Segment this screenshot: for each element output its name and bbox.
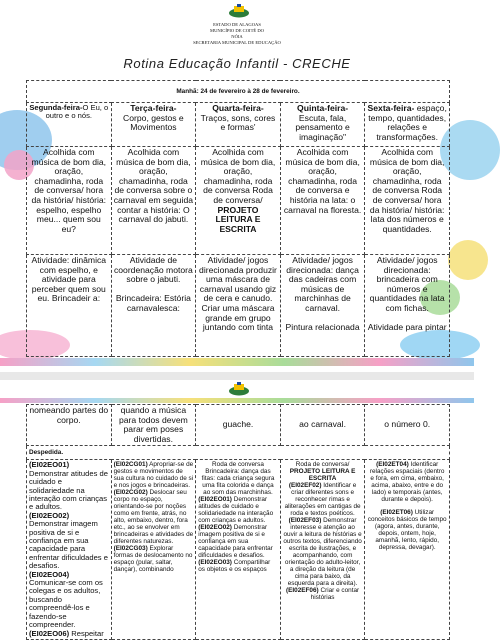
- municipality-logo-icon: [228, 4, 250, 18]
- bncc-thursday: [280, 460, 365, 640]
- routine-table: [26, 80, 450, 357]
- bncc-text: Utilizar conceitos básicos de tempo (agora, antes, durante, depois, ontem, hoje, amanhã, lento, rápido, depressa, devagar).: [367, 509, 447, 552]
- bncc-code: (EI02EF03): [288, 517, 322, 525]
- day-description: espaço, tempo, quantidades, relações e transformações.: [368, 103, 447, 142]
- bncc-text: Demonstrar interesse e atenção ao ouvir a leitura de histórias e outros textos, diferenciando escrita de ilustrações, e acompanhando, com orientação do adulto-leitor, a direção da leitura (de cima para baixo, da esquerda para a direita).: [283, 517, 362, 588]
- atividade-extra: Pintura relacionada: [285, 322, 360, 333]
- day-name: Sexta-feira-: [367, 103, 415, 113]
- bncc-text: Demonstrar atitudes de cuidado e solidariedade na interação com crianças e adultos.: [29, 468, 108, 512]
- document-page-2: [0, 380, 474, 638]
- bncc-code: (EI02EO04): [29, 569, 70, 579]
- bncc-code: (EI02EO03): [198, 559, 232, 567]
- atividade-extra: Atividade para pintar: [367, 322, 447, 333]
- projeto-leitura-label: PROJETO LEITURA E ESCRITA: [215, 204, 261, 234]
- brincadeira-text: Brincadeira: dança das fitas: cada criança segura uma fita colorida e dança ao som das marchinhas.: [201, 468, 275, 497]
- atividade-friday: [365, 255, 450, 357]
- bncc-item: [29, 630, 109, 638]
- day-name: Segunda-feira-: [29, 103, 83, 112]
- bncc-friday: [365, 460, 450, 640]
- bncc-code: (EI02EF02): [288, 482, 322, 490]
- bncc-code: (EI02CG01): [113, 461, 148, 469]
- day-name: Quarta-feira-: [212, 103, 264, 113]
- bncc-text: Compartilhar os objetos e os espaços: [198, 559, 271, 574]
- day-header-friday: [365, 103, 450, 147]
- bncc-text: Demonstrar imagem positiva de si e confiança em sua capacidade para enfrentar dificuldades e desafios.: [198, 524, 273, 560]
- page-separator: [0, 372, 474, 380]
- bncc-item: [198, 559, 278, 573]
- header-line: ESTADO DE ALAGOAS: [213, 22, 261, 27]
- bncc-code: (EI02CG03): [113, 545, 148, 553]
- atividade-tuesday: [111, 255, 196, 357]
- bncc-item: [283, 587, 363, 601]
- bncc-item: [29, 512, 109, 571]
- continued-friday: o número 0.: [365, 405, 450, 446]
- page-title: Rotina Educação Infantil - CRECHE: [123, 56, 351, 71]
- bncc-code: (EI02CG02): [113, 489, 148, 497]
- bncc-wednesday: [196, 460, 281, 640]
- day-name: Quinta-feira-: [297, 103, 349, 113]
- manha-period-header: Manhã: 24 de fevereiro à 28 de fevereiro.: [27, 81, 450, 103]
- bncc-item: [198, 524, 278, 559]
- day-description: O Eu, o outro e o nós.: [45, 103, 109, 121]
- bncc-item: [29, 461, 109, 511]
- bncc-code: (EI02EO06): [29, 628, 70, 638]
- municipality-logo-icon: [228, 382, 250, 396]
- acolhida-thursday: Acolhida com música de bom dia, oração, chamadinha, roda de conversa e história na lata: o carnaval na floresta.: [280, 147, 365, 255]
- bncc-code: (EI02ET06): [380, 509, 413, 517]
- bncc-text: Comunicar-se com os colegas e os adultos, buscando compreendê-los e fazendo-se compreender.: [29, 578, 103, 630]
- bncc-item: [283, 517, 363, 587]
- continued-wednesday: guache.: [196, 405, 281, 446]
- bncc-text: Respeitar: [71, 628, 104, 638]
- bncc-item: [198, 496, 278, 524]
- continued-tuesday: quando a música para todos devem parar em poses divertidas.: [111, 405, 196, 446]
- day-header-tuesday: [111, 103, 196, 147]
- day-header-wednesday: [196, 103, 281, 147]
- bncc-code: (EI02EO02): [198, 524, 232, 532]
- despedida-label: Despedida.: [27, 446, 450, 460]
- bncc-code: (EI02EO01): [29, 460, 70, 470]
- acolhida-monday: Acolhida com música de bom dia, oração, chamadinha, roda de conversa/ hora da história/ história: espelho, espelho meu... quem sou eu?: [27, 147, 112, 255]
- acolhida-text: Acolhida com música de bom dia, oração, chamadinha, roda de conversa Roda de conversa/: [200, 147, 276, 205]
- atividade-thursday: [280, 255, 365, 357]
- decorative-rainbow-bar: [0, 358, 474, 366]
- continued-monday: nomeando partes do corpo.: [27, 405, 112, 446]
- atividade-monday: Atividade: dinâmica com espelho, e atividade para perceber quem sou eu. Brincadeir a:: [27, 255, 112, 357]
- roda-label: Roda de conversa/: [295, 461, 350, 469]
- atividade-text: Atividade/ jogos direcionada: brincadeira com números e quantidades na lata com fichas.: [369, 255, 445, 313]
- header-line: NÓIA: [231, 34, 243, 39]
- bncc-item: [367, 509, 447, 551]
- routine-table-continued: [26, 404, 450, 640]
- continued-thursday: ao carnaval.: [280, 405, 365, 446]
- bncc-text: Identificar e criar diferentes sons e reconhecer rimas e aliterações em cantigas de roda e textos poéticos.: [284, 482, 361, 518]
- bncc-code: (EI02ET04): [376, 461, 409, 469]
- bncc-code: (EI02EO02): [29, 510, 70, 520]
- atividade-wednesday: Atividade/ jogos direcionada produzir uma máscara de carnaval usando giz de cera e canudo. Criar uma máscara grande em grupo juntando com tinta: [196, 255, 281, 357]
- bncc-item: [29, 571, 109, 630]
- bncc-item: [114, 545, 194, 573]
- bncc-item: [367, 461, 447, 503]
- header-line: SECRETARIA MUNICIPAL DE EDUCAÇÃO: [193, 40, 281, 45]
- bncc-item: [283, 482, 363, 517]
- bncc-tuesday: [111, 460, 196, 640]
- bncc-text: Identificar relações espaciais (dentro e fora, em cima, embaixo, acima, abaixo, entre e do lado) e temporais (antes, durante e depois).: [369, 461, 445, 504]
- day-header-thursday: [280, 103, 365, 147]
- acolhida-wednesday: [196, 147, 281, 255]
- atividade-text: Atividade/ jogos direcionada: dança das cadeiras com músicas de marchinhas de carnaval.: [286, 255, 359, 313]
- bncc-text: Demonstrar atitudes de cuidado e solidariedade na interação com crianças e adultos.: [198, 496, 274, 525]
- acolhida-friday: Acolhida com música de bom dia, oração, chamadinha, roda de conversa Roda de conversa/ hora da história/ história: lata dos números e quantidades.: [365, 147, 450, 255]
- decorative-paint-blob: [448, 240, 488, 280]
- projeto-leitura-label: PROJETO LEITURA E ESCRITA: [289, 468, 356, 483]
- bncc-item: [114, 461, 194, 489]
- atividade-text: Atividade de coordenação motora sobre o jabuti.: [113, 255, 193, 285]
- day-description: Escuta, fala, pensamento e imaginação": [295, 112, 350, 142]
- decorative-rainbow-bar: [0, 398, 474, 403]
- bncc-item: [114, 489, 194, 545]
- bncc-monday: [27, 460, 112, 640]
- bncc-code: (EI02EF06): [285, 587, 319, 595]
- day-description: Corpo, gestos e Movimentos: [123, 112, 184, 133]
- bncc-text: Apropriar-se de gestos e movimentos de sua cultura no cuidado de si e nos jogos e brincadeiras.: [113, 461, 194, 490]
- atividade-extra: Brincadeira: Estória carnavalesca:: [115, 293, 191, 313]
- day-description: Traços, sons, cores e formas': [200, 112, 276, 133]
- roda-label: Roda de conversa: [212, 461, 264, 469]
- header-line: MUNICÍPIO DE COITÉ DO: [210, 28, 264, 33]
- bncc-text: Demonstrar imagem positiva de si e confiança em sua capacidade para enfrentar dificuldades e desafios.: [29, 519, 108, 571]
- bncc-text: Deslocar seu corpo no espaço, orientando-se por noções como em frente, atrás, no alto, embaixo, dentro, fora etc., ao se envolver em brincadeiras e atividades de diferentes naturezas.: [113, 489, 194, 546]
- bncc-text: Explorar formas de deslocamento no espaço (pular, saltar, dançar), combinando: [113, 545, 193, 574]
- day-name: Terça-feira-: [130, 103, 177, 113]
- bncc-code: (EI02EO01): [198, 496, 232, 504]
- acolhida-tuesday: Acolhida com música de bom dia, oração, chamadinha, roda de conversa sobre o carnaval em seguida contar a história: O carnaval do jabuti.: [111, 147, 196, 255]
- bncc-text: Criar e contar histórias: [310, 587, 360, 602]
- day-header-monday: [27, 103, 112, 147]
